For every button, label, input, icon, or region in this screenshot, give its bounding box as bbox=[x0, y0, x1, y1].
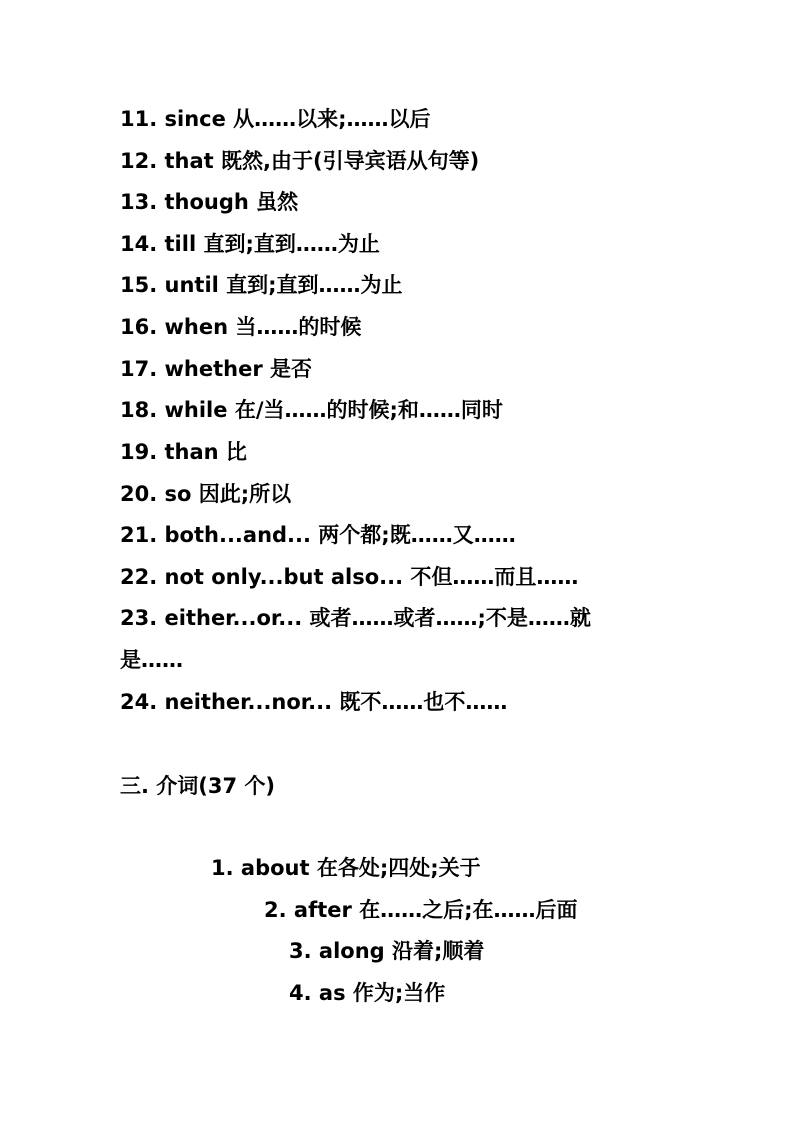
list-item: 23. either...or... 或者……或者……;不是……就 bbox=[120, 606, 591, 630]
list-item: 17. whether 是否 bbox=[120, 357, 313, 381]
list-item: 24. neither...nor... 既不……也不…… bbox=[120, 690, 508, 714]
list-item: 20. so 因此;所以 bbox=[120, 482, 292, 506]
list-item: 13. though 虽然 bbox=[120, 190, 299, 214]
list-item-continuation: 是…… bbox=[120, 648, 183, 672]
section-heading: 三. 介词(37 个) bbox=[120, 774, 276, 798]
list-item: 14. till 直到;直到……为止 bbox=[120, 232, 380, 256]
list-item: 16. when 当……的时候 bbox=[120, 315, 362, 339]
list-item: 19. than 比 bbox=[120, 440, 247, 464]
list-item: 2. after 在……之后;在……后面 bbox=[264, 898, 578, 922]
list-item: 11. since 从……以来;……以后 bbox=[120, 107, 431, 131]
list-item: 18. while 在/当……的时候;和……同时 bbox=[120, 398, 503, 422]
list-item: 1. about 在各处;四处;关于 bbox=[211, 856, 481, 880]
list-item: 4. as 作为;当作 bbox=[289, 981, 446, 1005]
list-item: 3. along 沿着;顺着 bbox=[289, 939, 485, 963]
list-item: 15. until 直到;直到……为止 bbox=[120, 273, 403, 297]
list-item: 21. both...and... 两个都;既……又…… bbox=[120, 523, 516, 547]
list-item: 12. that 既然,由于(引导宾语从句等) bbox=[120, 149, 480, 173]
list-item: 22. not only...but also... 不但……而且…… bbox=[120, 565, 579, 589]
